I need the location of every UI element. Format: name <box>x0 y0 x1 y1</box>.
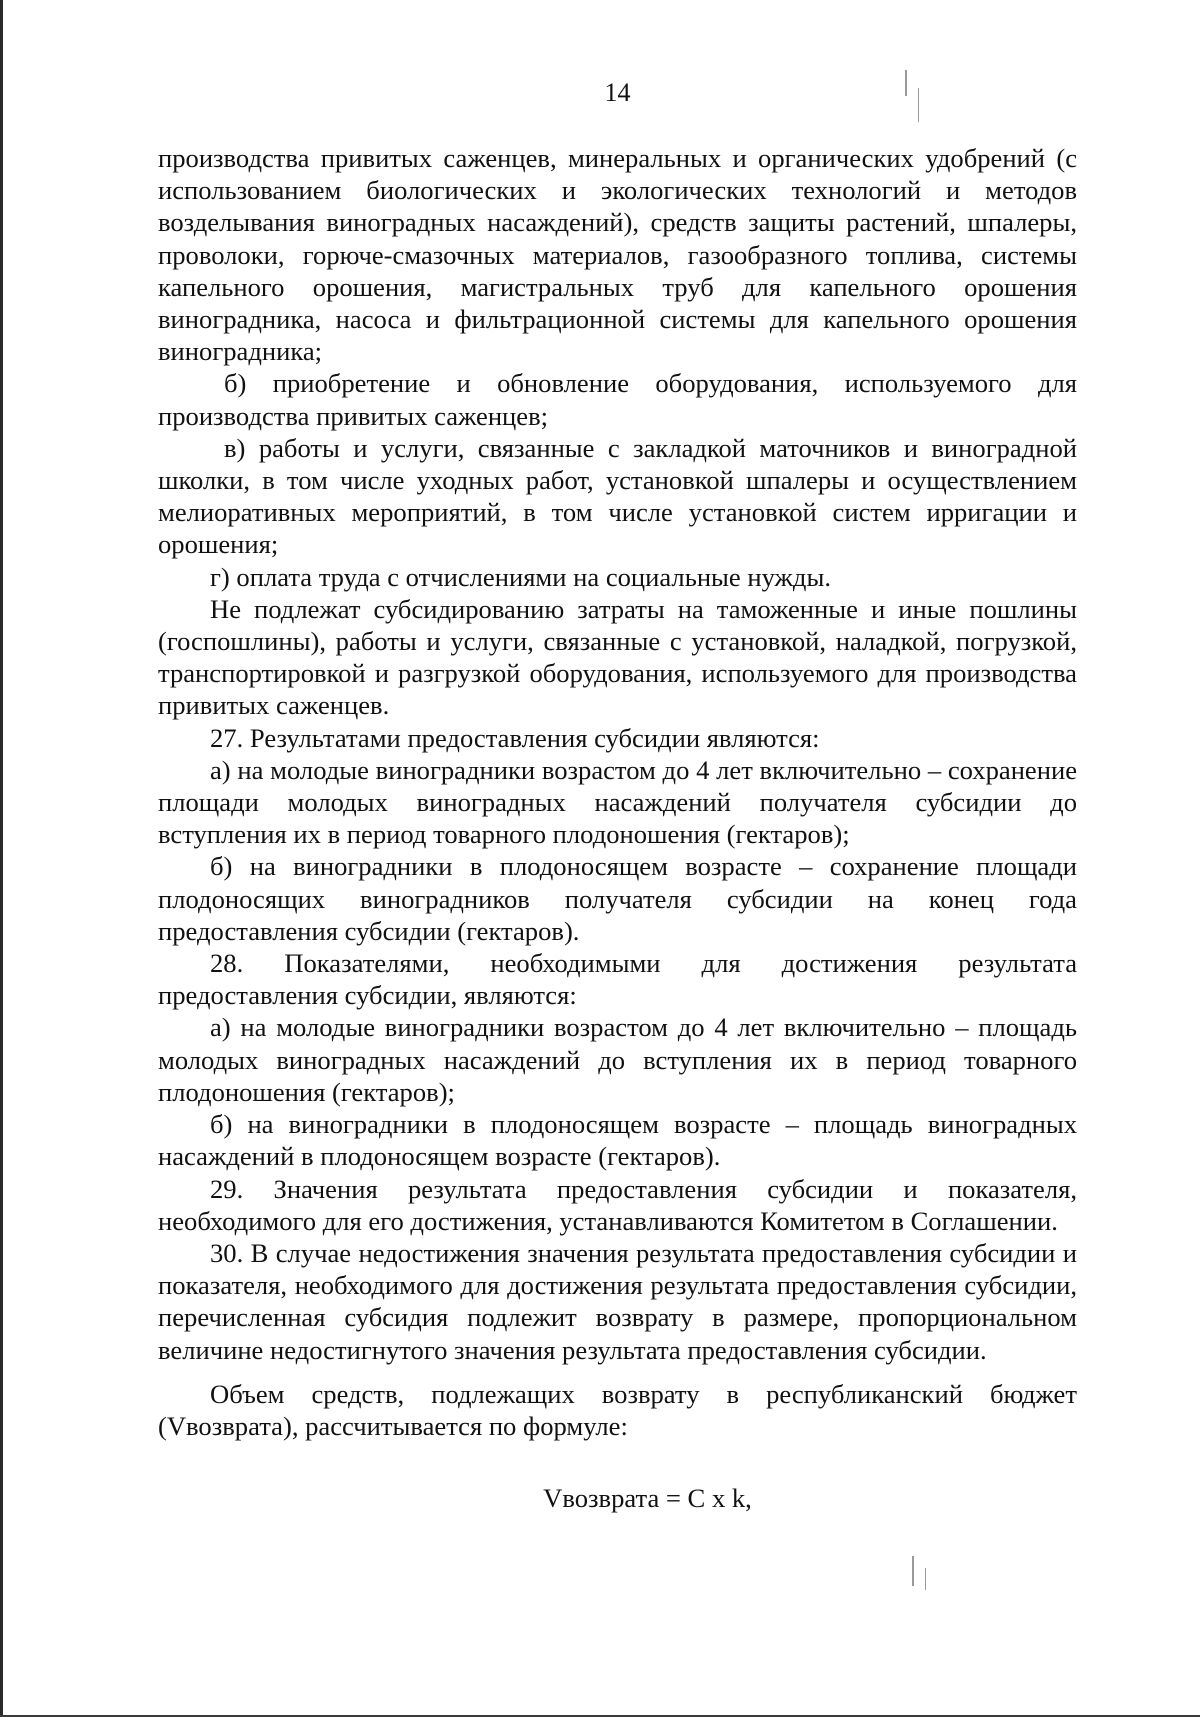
refund-formula: Vвозврата = C x k, <box>543 1483 752 1514</box>
document-body <box>158 142 1077 1514</box>
paragraph-item-v: в) работы и услуги, связанные с закладкой маточников и виноградной школки, в том числе уходных работ, установкой шпалеры и осуществлением мелиоративных мероприятий, в том числе установкой систем ирригации и орошения; <box>158 432 1077 560</box>
scan-border-left <box>0 0 3 1717</box>
scan-artifact <box>925 1568 926 1590</box>
paragraph-28-a: а) на молодые виноградники возрастом до 4 лет включительно – площадь молодых виноградных насаждений до вступления их в период товарного плодоношения (гектаров); <box>158 1012 1077 1107</box>
paragraph-28: 28. Показателями, необходимыми для достижения результата предоставления субсидии, являются: <box>158 948 1077 1011</box>
paragraph-item-b: б) приобретение и обновление оборудования, используемого для производства привитых саженцев; <box>158 368 1077 431</box>
paragraph-29: 29. Значения результата предоставления субсидии и показателя, необходимого для его достижения, устанавливаются Комитетом в Соглашении. <box>158 1173 1077 1236</box>
scan-artifact <box>912 1556 914 1586</box>
page-number: 14 <box>604 78 631 107</box>
paragraph-continuation: производства привитых саженцев, минеральных и органических удобрений (с использованием биологических и экологических технологий и методов возделывания виноградных насаждений), средств защиты растений, шпалеры, проволоки, горюче-смазочных материалов, газообразного топлива, системы капельного орошения, магистральных труб для капельного орошения виноградника, насоса и фильтрационной системы для капельного орошения виноградника; <box>158 143 1077 367</box>
paragraph-27-a: а) на молодые виноградники возрастом до 4 лет включительно – сохранение площади молодых виноградных насаждений получателя субсидии до вступления их в период товарного плодоношения (гектаров); <box>158 754 1077 850</box>
paragraph-27-b: б) на виноградники в плодоносящем возрасте – сохранение площади плодоносящих виноградников получателя субсидии на конец года предоставления субсидии (гектаров). <box>158 851 1077 946</box>
paragraph-exclusions: Не подлежат субсидированию затраты на таможенные и иные пошлины (госпошлины), работы и услуги, связанные с установкой, наладкой, погрузкой, транспортировкой и разгрузкой оборудования, используемого для производства привитых саженцев. <box>158 593 1077 721</box>
paragraph-27: 27. Результатами предоставления субсидии являются: <box>210 722 820 753</box>
paragraph-item-g: г) оплата труда с отчислениями на социальные нужды. <box>210 561 831 592</box>
paragraph-30: 30. В случае недостижения значения результата предоставления субсидии и показателя, необходимого для достижения результата предоставления субсидии, перечисленная субсидия подлежит возврату в размере, пропорциональном величине недостигнутого значения результата предоставления субсидии. <box>158 1237 1077 1365</box>
paragraph-28-b: б) на виноградники в плодоносящем возрасте – площадь виноградных насаждений в плодоносящем возрасте (гектаров). <box>158 1109 1077 1172</box>
paragraph-refund-volume: Объем средств, подлежащих возврату в республиканский бюджет (Vвозврата), рассчитывается по формуле: <box>158 1378 1077 1441</box>
